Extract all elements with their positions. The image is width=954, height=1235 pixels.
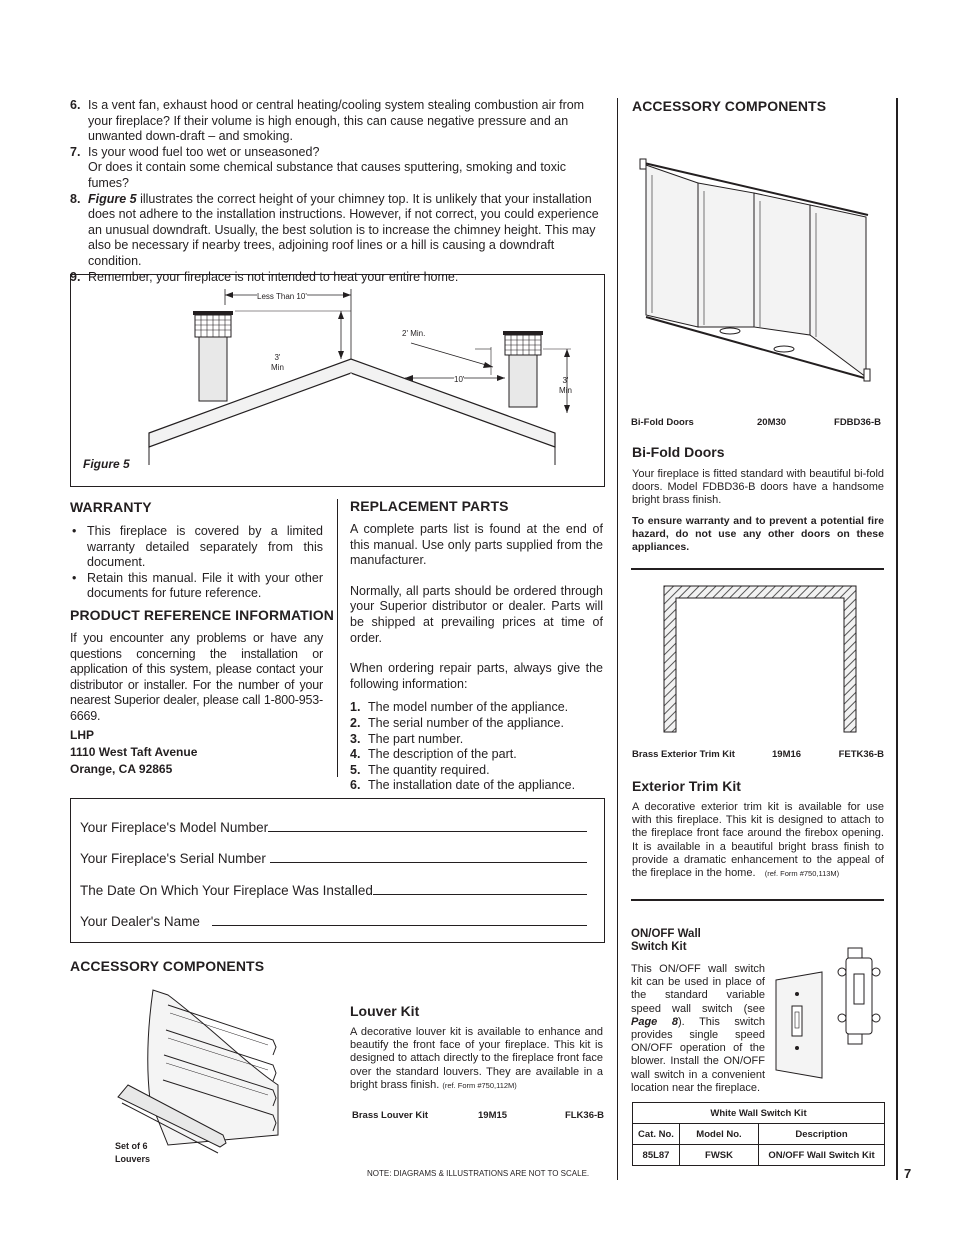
- label-10: 10': [454, 375, 465, 384]
- wall-switch-illustration: [770, 942, 890, 1082]
- right-column-rule: [617, 98, 618, 1180]
- figure-caption: Figure 5: [83, 457, 130, 471]
- bifold-title: Bi-Fold Doors: [632, 444, 725, 460]
- trim-text: A decorative exterior trim kit is available for use with this fireplace. This kit is designed to attach to the fireplace front face around the firebox opening. It is available in a beautiful bright brass finish to provide a dramatic enhancement to the appeal of the fireplace in the home. (ref. Form #750,113M): [632, 801, 884, 880]
- figure-5-box: [70, 274, 605, 487]
- table-header: Cat. No.: [633, 1124, 680, 1145]
- replacement-body: A complete parts list is found at the end of this manual. Use only parts supplied from the manufacturer. Normally, all parts should be ordered through your Superior distributor or dealer. Parts will be shipped at prevailing prices at time of order. When ordering repair parts, always give the following information: 1. The model number of the appliance. 2. The serial number of the appliance. 3. The part number. 4. The description of the part. 5. The quantity required. 6. The installation date of the appliance.: [350, 522, 603, 793]
- list-item: • This fireplace is covered by a limited warranty detailed separately from this document.: [72, 524, 323, 570]
- dealer-name-field[interactable]: Your Dealer's Name: [80, 914, 587, 929]
- trim-title: Exterior Trim Kit: [632, 778, 741, 794]
- owner-info-form: [70, 798, 605, 943]
- divider: [631, 899, 884, 901]
- bifold-doors-illustration: [638, 155, 878, 385]
- list-item: • Retain this manual. File it with your other documents for future reference.: [72, 570, 323, 601]
- list-item: 3. The part number.: [350, 731, 464, 746]
- page-number: 7: [904, 1166, 912, 1181]
- divider: [631, 568, 884, 570]
- label-2-min: 2' Min.: [402, 329, 426, 338]
- switch-title: ON/OFF Wall Switch Kit: [631, 928, 701, 953]
- right-margin-rule: [896, 98, 898, 1180]
- list-item: 1. The model number of the appliance.: [350, 700, 569, 715]
- table-row: 85L87 FWSK ON/OFF Wall Switch Kit: [633, 1145, 885, 1166]
- accessory-heading-bottom: ACCESSORY COMPONENTS: [70, 958, 265, 974]
- louver-kit-text: A decorative louver kit is available to enhance and beautify the front face of your fireplace. This kit is designed to attach directly to the fireplace front face over the standard louvers. They are available in a bright brass finish. (ref. Form #750,112M): [350, 1026, 603, 1091]
- table-header: Description: [759, 1124, 885, 1145]
- table-header: Model No.: [680, 1124, 759, 1145]
- warranty-bullets: [70, 524, 323, 602]
- replacement-heading: REPLACEMENT PARTS: [350, 498, 509, 514]
- bifold-warning: To ensure warranty and to prevent a potential fire hazard, do not use any other doors on these appliances.: [632, 515, 884, 554]
- serial-number-field[interactable]: Your Fireplace's Serial Number: [80, 851, 587, 866]
- list-item: 4. The description of the part.: [350, 747, 517, 762]
- louver-kit-title: Louver Kit: [350, 1003, 420, 1019]
- troubleshooting-list: [70, 98, 603, 285]
- list-item: 7. Is your wood fuel too wet or unseasoned? Or does it contain some chemical substance that causes sputtering, smoking and toxic fumes?: [70, 144, 567, 190]
- warranty-heading: WARRANTY: [70, 499, 152, 515]
- list-item: 2. The serial number of the appliance.: [350, 715, 564, 730]
- product-ref-heading: PRODUCT REFERENCE INFORMATION: [70, 607, 334, 623]
- scale-note: NOTE: DIAGRAMS & ILLUSTRATIONS ARE NOT TO SCALE.: [367, 1169, 590, 1178]
- louver-count-label: Set of 6 Louvers: [115, 1141, 151, 1164]
- accessory-heading-right: ACCESSORY COMPONENTS: [632, 98, 827, 114]
- label-less-than-10: Less Than 10': [257, 292, 307, 301]
- list-item: 6. The installation date of the appliance.: [350, 778, 576, 793]
- chimney-height-diagram: [71, 275, 604, 486]
- label-3-min-left: 3' Min: [271, 353, 284, 372]
- install-date-field[interactable]: The Date On Which Your Fireplace Was Installed: [80, 883, 587, 898]
- model-number-field[interactable]: Your Fireplace's Model Number: [80, 820, 587, 835]
- list-item: 5. The quantity required.: [350, 762, 490, 777]
- bifold-text: Your fireplace is fitted standard with beautiful bi-fold doors. Model FDBD36-B doors have a handsome bright brass finish.: [632, 468, 884, 507]
- column-divider: [337, 499, 338, 777]
- table-title: White Wall Switch Kit: [633, 1103, 885, 1124]
- trim-kit-illustration: [660, 582, 860, 734]
- list-item: 8. Figure 5 illustrates the correct height of your chimney top. It is unlikely that your installation does not adhere to the installation instructions. However, if not correct, you could experience an unusual downdraft. Usually, the best solution is to increase the chimney height. This may also be necessary if nearby trees, adjoining roof lines or a hill is causing a downdraft condition.: [70, 191, 599, 268]
- switch-text: This ON/OFF wall switch kit can be used in place of the standard variable speed wall switch (see Page 8). This switch provides single speed ON/OFF operation of the blower. Install the ON/OFF wall switch in a convenient location near the fireplace.: [631, 963, 765, 1094]
- switch-kit-table: [632, 1102, 885, 1166]
- product-ref-text: If you encounter any problems or have any questions concerning the installation or application of this system, please contact your distributor or installer. For the number of your nearest Superior dealer, please call 1-800-953-6669.: [70, 631, 323, 723]
- list-item: 6. Is a vent fan, exhaust hood or central heating/cooling system stealing combustion air from your fireplace? If their volume is high enough, this can cause negative pressure and an unwanted down-draft – and smoking.: [70, 98, 585, 144]
- address: LHP 1110 West Taft Avenue Orange, CA 92865: [70, 728, 198, 776]
- label-3-min-right: 3' Min: [559, 376, 572, 395]
- list-item: 9. Remember, your fireplace is not intended to heat your entire home.: [70, 269, 459, 284]
